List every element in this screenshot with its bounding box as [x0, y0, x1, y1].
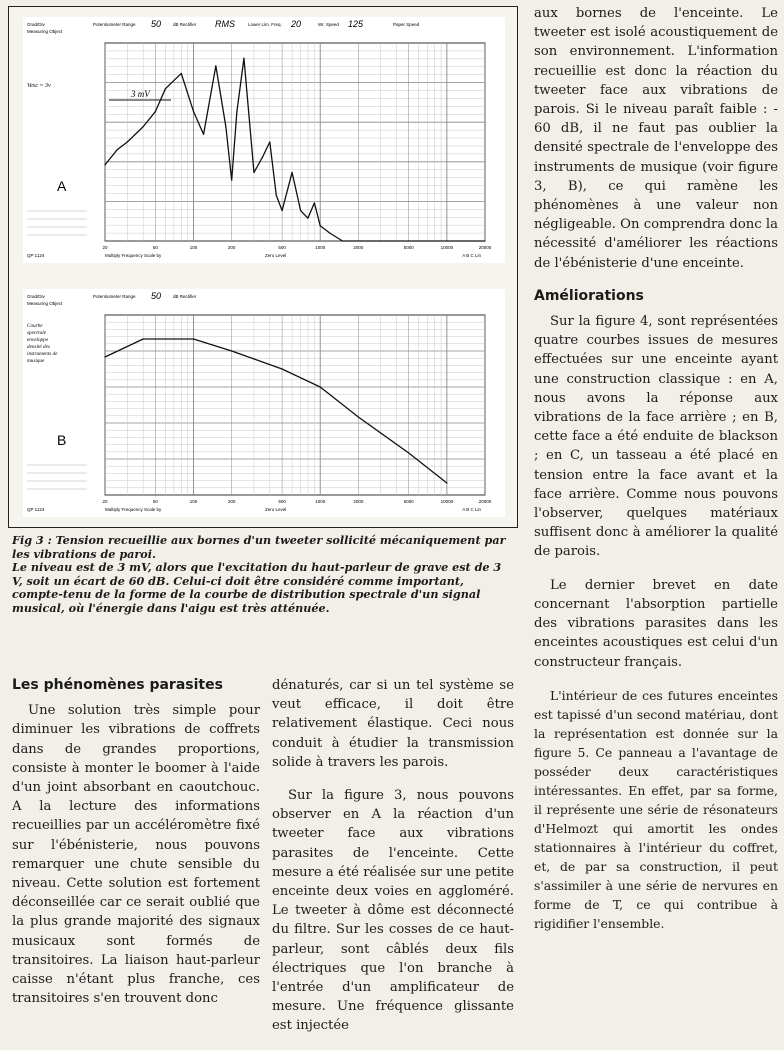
x-tick-label: 2000 — [353, 245, 364, 250]
chart-lowfreq-label: Lower Lim. Freq. — [248, 22, 282, 27]
x-tick-label: 2000 — [353, 499, 364, 504]
data-point — [231, 179, 232, 180]
right-column — [534, 4, 778, 947]
data-point — [243, 58, 244, 59]
section-heading-parasites: Les phénomènes parasites — [12, 677, 223, 693]
data-point — [408, 240, 409, 241]
chart-range-value: 50 — [151, 19, 162, 29]
caption-line-2: Le niveau est de 3 mV, alors que l'excitation du haut-parleur de grave est de 3 V, soit un écart de 60 dB. Celui-ci doit être considéré comme important, compte-tenu de la forme de la courbe de distribution spectrale d'un signal musical, où l'énergie dans l'aigu est très atténuée. — [12, 560, 502, 615]
x-tick-label: 200 — [227, 245, 236, 250]
x-tick-label: 50 — [152, 245, 158, 250]
chart-right-code: A B C Lin — [462, 253, 481, 258]
chart-b-left-note — [27, 323, 58, 364]
data-point — [446, 240, 447, 241]
chart-right-code: A B C Lin — [462, 507, 481, 512]
data-point — [143, 126, 144, 127]
chart-rect-label: dB Rectifier — [173, 22, 197, 27]
data-point — [236, 111, 237, 112]
chart-b — [23, 289, 505, 517]
chart-a — [23, 17, 505, 263]
data-point — [281, 210, 282, 211]
chart-hdr-2: Measuring Object — [27, 301, 63, 306]
chart-rect-value: RMS — [215, 19, 235, 29]
data-point — [307, 218, 308, 219]
data-point — [181, 73, 182, 74]
x-tick-label: 50 — [152, 499, 158, 504]
chart-code: QP 1124 — [27, 253, 45, 258]
data-point — [117, 149, 118, 150]
plot-frame — [105, 43, 485, 241]
x-tick-label: 20000 — [478, 499, 492, 504]
x-tick-label: 500 — [278, 499, 286, 504]
data-point — [225, 126, 226, 127]
chart-b-note-line: musique — [27, 358, 45, 364]
data-point — [165, 88, 166, 89]
chart-letter: B — [57, 432, 67, 448]
x-tick-label: 100 — [189, 499, 198, 504]
data-point — [269, 141, 270, 142]
chart-b-note-line: instruments de — [27, 351, 58, 357]
data-point — [342, 240, 343, 241]
data-point — [281, 368, 282, 369]
data-point — [380, 240, 381, 241]
x-tick-label: 1000 — [315, 499, 326, 504]
chart-b-note-line: enveloppe — [27, 337, 49, 343]
data-point — [276, 195, 277, 196]
data-point — [262, 157, 263, 158]
x-tick-label: 100 — [189, 245, 198, 250]
x-tick-label: 1000 — [315, 245, 326, 250]
left-paragraph-1: Une solution très simple pour diminuer les vibrations de coffrets dans de grandes proportions, consiste à monter le boomer à l'aide d'un joint absorbant en caoutchouc. A la lecture des informations recueillies par un accéléromètre fixé sur l'ébénisterie, nous pouvons remarquer une chute sensible du niveau. Cette solution est fortement déconseillée car ce serait oublié que la plus grande majorité des signaux musicaux sont formés de transitoires. La liaison haut-parleur caisse n'étant plus franche, ces transitoires s'en trouvent donc — [12, 703, 260, 1007]
chart-zero-label: Zero Level — [265, 507, 287, 512]
chart-range-label: Potentiometer Range — [93, 294, 136, 299]
x-tick-label: 500 — [278, 245, 286, 250]
data-point — [446, 482, 447, 483]
x-tick-label: 20000 — [478, 245, 492, 250]
right-paragraph-3: Le dernier brevet en date concernant l'absorption partielle des vibrations parasites dans les enceintes acoustiques est celui d'un constructeur français. — [534, 577, 778, 670]
chart-letter: A — [57, 178, 67, 194]
section-heading-ameliorations: Améliorations — [534, 287, 644, 304]
data-point — [253, 172, 254, 173]
right-paragraph-2: Sur la figure 4, sont représentées quatre courbes issues de mesures effectuées sur une enceinte ayant une construction classique : en A, nous avons la réponse aux vibrations de la face arrière ; en B, cette face a été enduite de blackson ; en C, un tasseau a été placé en tension entre la face avant et la face arrière. Comme nous pouvons l'observer, quelques matériaux suffisent donc à améliorer la qualité de parois. — [534, 314, 778, 560]
data-point — [203, 134, 204, 135]
chart-zero-label: Zero Level — [265, 253, 287, 258]
chart-multiply-label: Multiply Frequency Scale by — [105, 507, 162, 512]
x-tick-label: 5000 — [403, 245, 414, 250]
data-point — [358, 416, 359, 417]
chart-multiply-label: Multiply Frequency Scale by — [105, 253, 162, 258]
chart-wr-label: Wr. Speed — [318, 22, 339, 27]
data-point — [193, 111, 194, 112]
chart-range-label: Potentiometer Range — [93, 22, 136, 27]
x-tick-label: 20 — [102, 499, 108, 504]
right-paragraph-4: L'intérieur de ces futures enceintes est tapissé d'un second matériau, dont la représentation est donnée sur la figure 5. Ce panneau a l'avantage de posséder deux caractéristiques intéressantes. En effet, par sa forme, il représente une série de résonateurs d'Helmozt qui amortit les ondes stationnaires à l'intérieur du coffret, et, de par sa construction, il peut s'assimiler à une série de nervures en forme de T, ce qui contribue à rigidifier l'ensemble. — [534, 687, 778, 931]
chart-wr-value: 125 — [348, 19, 364, 29]
x-tick-label: 10000 — [440, 245, 454, 250]
data-point — [193, 338, 194, 339]
chart-rect-label: dB Rectifier — [173, 294, 197, 299]
data-point — [300, 210, 301, 211]
data-point — [330, 233, 331, 234]
figure-3 — [8, 6, 518, 528]
data-point — [320, 386, 321, 387]
chart-a-level-note: 3 mV — [131, 89, 150, 99]
x-tick-label: 10000 — [440, 499, 454, 504]
data-point — [155, 111, 156, 112]
chart-b-note-line: spectrale — [27, 330, 47, 336]
data-point — [408, 452, 409, 453]
data-point — [215, 65, 216, 66]
middle-column — [272, 676, 514, 1050]
figure-caption — [12, 534, 512, 616]
data-point — [127, 141, 128, 142]
data-point — [231, 350, 232, 351]
chart-paper-label: Paper Speed — [393, 22, 420, 27]
x-tick-label: 20 — [102, 245, 108, 250]
data-point — [143, 338, 144, 339]
data-point — [358, 240, 359, 241]
chart-a-left-note: Vexc = 3v — [27, 83, 51, 89]
data-point — [104, 164, 105, 165]
x-tick-label: 5000 — [403, 499, 414, 504]
left-column — [12, 676, 260, 1022]
mid-paragraph-2: Sur la figure 3, nous pouvons observer en A la réaction d'un tweeter face aux vibrations parasites de l'enceinte. Cette mesure a été réalisée sur une petite enceinte deux voies en aggloméré. Le tweeter à dôme est déconnecté du filtre. Sur les cosses de ce haut-parleur, sont câblés deux fils électriques que l'on branche à l'entrée d'un amplificateur de mesure. Une fréquence glissante est injectée — [272, 788, 514, 1034]
data-point — [484, 240, 485, 241]
chart-hdr-2: Measuring Object — [27, 29, 63, 34]
caption-line-1: Fig 3 : Tension recueillie aux bornes d'un tweeter sollicité mécaniquement par les vibrations de paroi. — [12, 533, 506, 561]
data-point — [320, 225, 321, 226]
chart-code: QP 1124 — [27, 507, 45, 512]
chart-range-value: 50 — [151, 291, 162, 301]
chart-b-svg — [23, 289, 505, 517]
chart-b-note-line: Courbe — [27, 323, 43, 329]
data-point — [292, 172, 293, 173]
mid-paragraph-1: dénaturés, car si un tel système se veut efficace, il doit être relativement élastique. Ceci nous conduit à étudier la transmission solide à travers les parois. — [272, 678, 514, 770]
chart-hdr-1: Grad/Div — [27, 22, 45, 27]
right-paragraph-1: aux bornes de l'enceinte. Le tweeter est isolé acoustiquement de son environnement. L'information recueillie est donc la réaction du tweeter face aux vibrations de parois. Si le niveau paraît faible : - 60 dB, il ne faut pas oublier la densité spectrale de l'enveloppe des instruments de musique (voir figure 3, B), ce qui ramène les phénomènes à une valeur non négligeable. On comprendra donc la nécessité d'améliorer les réactions de l'ébénisterie d'une enceinte. — [534, 6, 778, 271]
data-point — [314, 202, 315, 203]
chart-lowfreq-value: 20 — [291, 19, 302, 29]
data-point — [104, 356, 105, 357]
chart-a-svg — [23, 17, 505, 263]
chart-hdr-1: Grad/Div — [27, 294, 45, 299]
x-tick-label: 200 — [227, 499, 236, 504]
chart-b-note-line: densité des — [27, 344, 50, 350]
